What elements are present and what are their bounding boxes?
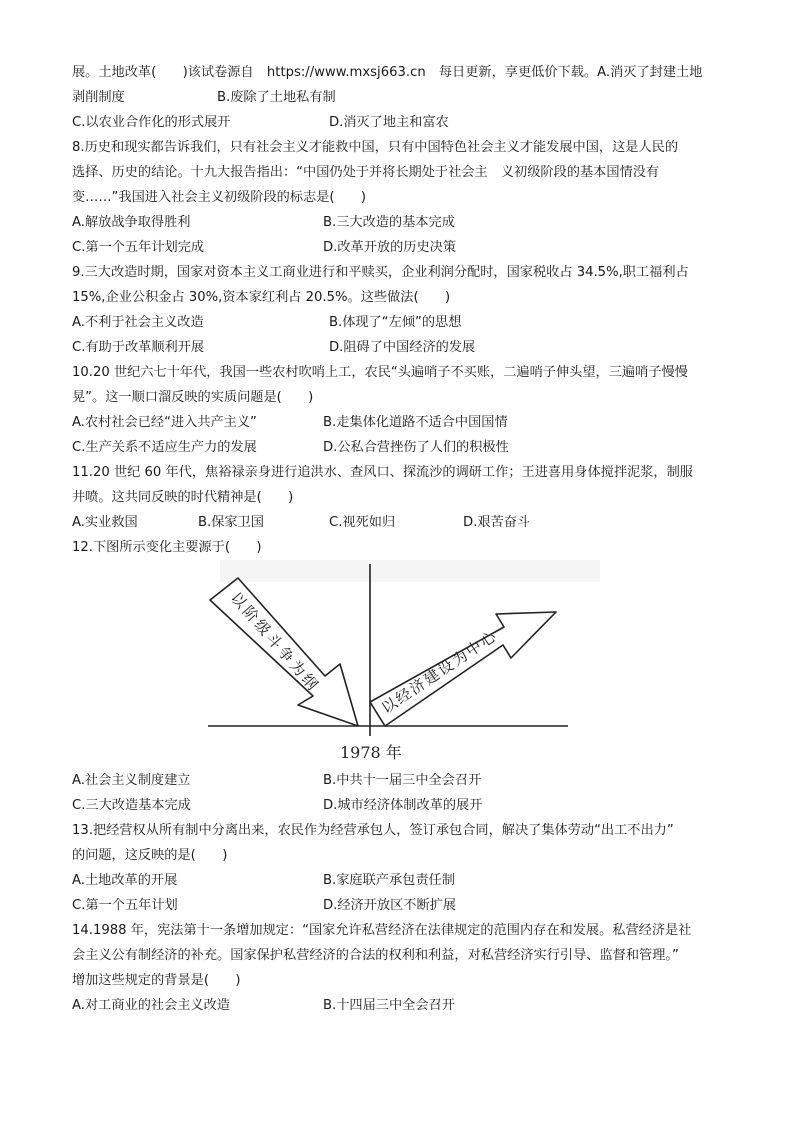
q12-line-1: 12.下图所示变化主要源于( ): [72, 540, 262, 555]
year-label: 1978 年: [340, 743, 402, 762]
q9-line-1: 9.三大改造时期，国家对资本主义工商业进行和平赎买，企业利润分配时，国家税收占 34.5%,职工福利占: [72, 265, 689, 280]
q10-option-a: A.农村社会已经“进入共产主义”: [72, 415, 257, 430]
q9-line-2: 15%,企业公积金占 30%,资本家红利占 20.5%。这些做法( ): [72, 290, 451, 305]
right-arrow-label: 以经济建设为中心: [378, 626, 501, 718]
q13-line-1: 13.把经营权从所有制中分离出来，农民作为经营承包人，签订承包合同，解决了集体劳动“出工不出力”: [72, 823, 674, 838]
q11-option-b: B.保家卫国: [198, 515, 264, 530]
intro-option-b: B.废除了土地私有制: [217, 90, 336, 105]
q9-option-d: D.阻碍了中国经济的发展: [329, 340, 476, 355]
q8-option-c: C.第一个五年计划完成: [72, 240, 205, 255]
q8-option-d: D.改革开放的历史决策: [323, 240, 457, 255]
intro-option-a-tail: 剥削制度: [72, 90, 125, 105]
q9-option-c: C.有助于改革顺利开展: [72, 340, 205, 355]
q10-line-2: 晃”。这一顺口溜反映的实质问题是( ): [72, 390, 314, 405]
q10-option-d: D.公私合营挫伤了人们的积极性: [323, 440, 509, 455]
scan-shading: [220, 560, 600, 582]
q8-line-2: 选择、历史的结论。十九大报告指出：“中国仍处于并将长期处于社会主 义初级阶段的基本国情没有: [72, 165, 660, 180]
left-arrow-label: 以阶级斗争为纲: [226, 588, 324, 696]
q11-option-a: A.实业救国: [72, 515, 138, 530]
q13-option-c: C.第一个五年计划: [72, 898, 178, 913]
q11-line-1: 11.20 世纪 60 年代，焦裕禄亲身进行追洪水、查风口、探流沙的调研工作；王进喜用身体搅拌泥浆，制服: [72, 465, 693, 480]
q8-option-b: B.三大改造的基本完成: [323, 215, 455, 230]
policy-shift-diagram: [180, 556, 620, 766]
q8-option-a: A.解放战争取得胜利: [72, 215, 191, 230]
q12-option-c: C.三大改造基本完成: [72, 798, 191, 813]
q10-line-1: 10.20 世纪六七十年代，我国一些农村吹哨上工，农民“头遍哨子不买账，二遍哨子伸头望，三遍哨子慢慢: [72, 365, 688, 380]
q11-line-2: 井喷。这共同反映的时代精神是( ): [72, 490, 294, 505]
q14-option-a: A.对工商业的社会主义改造: [72, 998, 231, 1013]
q11-option-d: D.艰苦奋斗: [463, 515, 531, 530]
q9-option-b: B.体现了“左倾”的思想: [329, 315, 462, 330]
q9-option-a: A.不利于社会主义改造: [72, 315, 204, 330]
q13-option-b: B.家庭联产承包责任制: [323, 873, 455, 888]
q12-option-d: D.城市经济体制改革的展开: [323, 798, 483, 813]
q8-line-1: 8.历史和现实都告诉我们，只有社会主义才能救中国，只有中国特色社会主义才能发展中国，这是人民的: [72, 140, 679, 155]
intro-option-c: C.以农业合作化的形式展开: [72, 115, 231, 130]
intro-option-d: D.消灭了地主和富农: [329, 115, 449, 130]
q10-option-c: C.生产关系不适应生产力的发展: [72, 440, 257, 455]
q11-option-c: C.视死如归: [329, 515, 396, 530]
q13-line-2: 的问题，这反映的是( ): [72, 848, 228, 863]
q8-line-3: 变……”我国进入社会主义初级阶段的标志是( ): [72, 190, 367, 205]
q10-option-b: B.走集体化道路不适合中国国情: [323, 415, 508, 430]
q14-line-1: 14.1988 年，宪法第十一条增加规定：“国家允许私营经济在法律规定的范围内存在和发展。私营经济是社: [72, 923, 692, 938]
q13-option-a: A.土地改革的开展: [72, 873, 178, 888]
intro-line-1: 展。土地改革( )该试卷源自 https://www.mxsj663.cn 每日更新，享更低价下载。A.消灭了封建土地: [72, 65, 703, 80]
q12-option-a: A.社会主义制度建立: [72, 773, 191, 788]
q13-option-d: D.经济开放区不断扩展: [323, 898, 457, 913]
q14-option-b: B.十四届三中全会召开: [323, 998, 455, 1013]
q14-line-3: 增加这些规定的背景是( ): [72, 973, 241, 988]
q14-line-2: 会主义公有制经济的补充。国家保护私营经济的合法的权利和利益，对私营经济实行引导、监督和管理。”: [72, 948, 679, 963]
q12-option-b: B.中共十一届三中全会召开: [323, 773, 482, 788]
